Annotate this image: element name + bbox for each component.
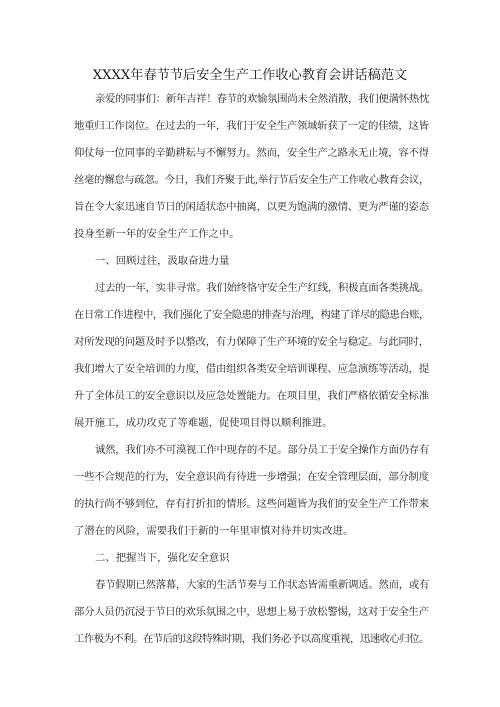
paragraph-line: 的执行尚不够到位，存有打折扣的情形。这些问题皆为我们的安全生产工作带来 — [74, 498, 429, 510]
paragraph-line: 我们增大了安全培训的力度，借由组织各类安全培训课程、应急演练等活动，提 — [74, 363, 429, 375]
document-title: XXXX年春节节后安全生产工作收心教育会讲话稿范文 — [92, 68, 408, 83]
paragraph-line: 过去的一年，实非寻常。我们始终恪守安全生产红线，积极直面各类挑战。 — [95, 282, 430, 294]
paragraph-line: 了潜在的风险，需要我们于新的一年里审慎对待并切实改进。 — [74, 525, 354, 537]
paragraph-line: 仰仗每一位同事的辛勤耕耘与不懈努力。然而，安全生产之路永无止境，容不得 — [74, 147, 429, 159]
section-heading-1: 一、回顾过往，汲取奋进力量 — [95, 255, 230, 267]
section-heading-2: 二、把握当下，强化安全意识 — [95, 552, 230, 564]
paragraph-line: 丝毫的懈怠与疏忽。今日，我们齐聚于此,举行节后安全生产工作收心教育会议， — [74, 174, 430, 186]
paragraph-line: 诚然，我们亦不可漠视工作中现存的不足。部分员工于安全操作方面仍存有 — [95, 444, 430, 456]
paragraph-line: 部分人员仍沉浸于节日的欢乐氛围之中，思想上易于放松警惕，这对于安全生产 — [74, 606, 429, 618]
paragraph-line: 亲爱的同事们：新年吉祥！春节的欢愉氛围尚未全然消散，我们便满怀热忱 — [95, 93, 430, 105]
paragraph-line: 投身至新一年的安全生产工作之中。 — [74, 228, 240, 240]
paragraph-line: 一些不合规范的行为，安全意识尚有待进一步增强；在安全管理层面，部分制度 — [74, 471, 429, 483]
paragraph-line: 展开施工，成功攻克了等难题，促使项目得以顺利推进。 — [74, 417, 333, 429]
paragraph-line: 工作极为不利。在节后的这段特殊时期，我们务必予以高度重视，迅速收心归位。 — [74, 633, 429, 645]
paragraph-line: 地重归工作岗位。在过去的一年，我们于安全生产领域斩获了一定的佳绩，这皆 — [74, 120, 429, 132]
paragraph-line: 在日常工作进程中，我们强化了安全隐患的排查与治理，构建了详尽的隐患台账， — [74, 309, 429, 321]
paragraph-line: 春节假期已然落幕，大家的生活节奏与工作状态皆需重新调适。然而，或有 — [95, 579, 430, 591]
paragraph-line: 升了全体员工的安全意识以及应急处置能力。在项目里，我们严格依循安全标准 — [74, 390, 429, 402]
paragraph-line: 对所发现的问题及时予以整改，有力保障了生产环境的安全与稳定。与此同时， — [74, 336, 429, 348]
paragraph-line: 旨在令大家迅速自节日的闲适状态中抽离，以更为饱满的激情、更为严谨的姿态 — [74, 201, 429, 213]
